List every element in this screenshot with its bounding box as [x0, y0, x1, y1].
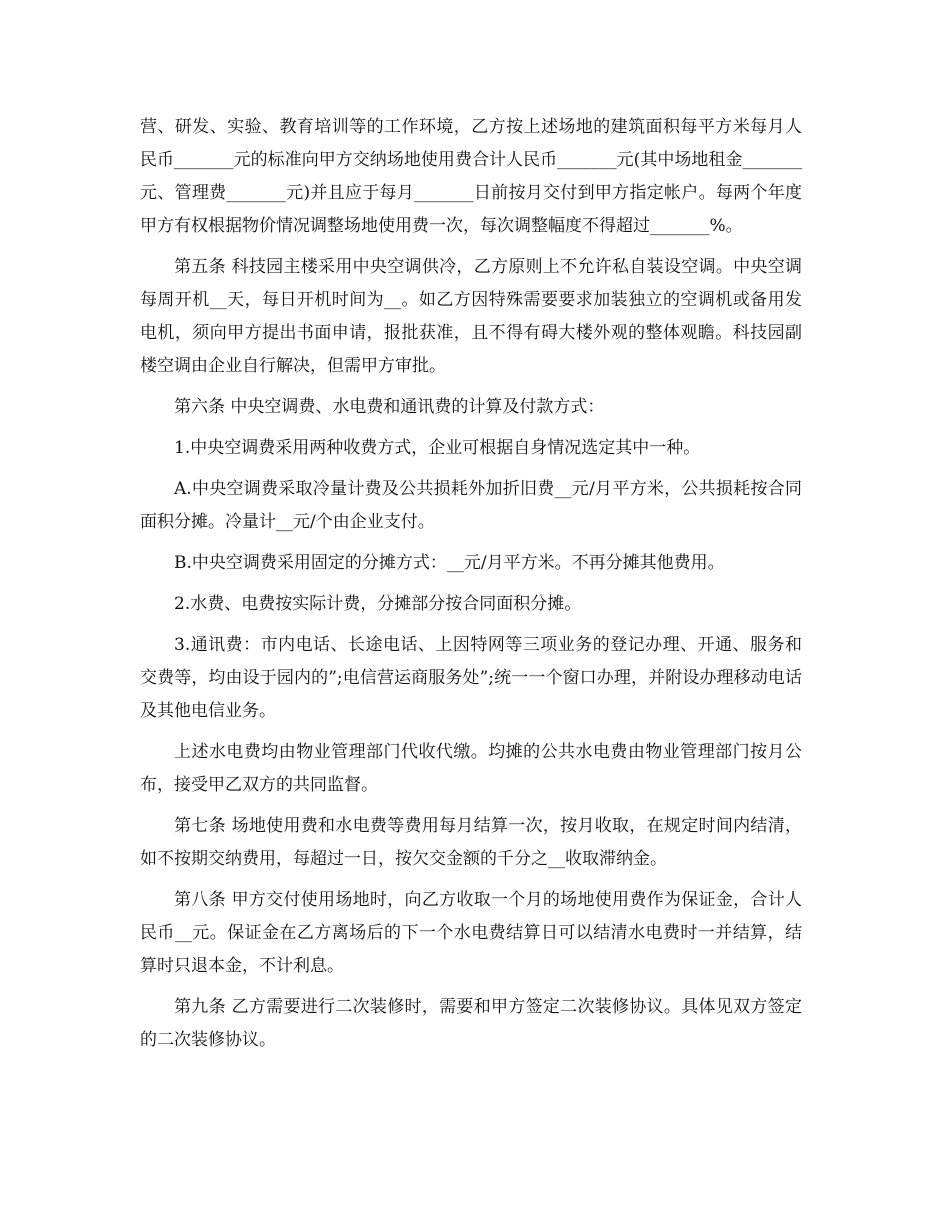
paragraph-article-9: 第九条 乙方需要进行二次装修时，需要和甲方签定二次装修协议。具体见双方签定的二次装修协议。: [140, 997, 802, 1050]
paragraph-continuation: 营、研发、实验、教育培训等的工作环境，乙方按上述场地的建筑面积每平方米每月人民币_______元的标准向甲方交纳场地使用费合计人民币_______元(其中场地租金_______元、管理费_______元)并且应于每月_______日前按月交付到甲方指定帐户。每两个年度甲方有权根据物价情况调整场地使用费一次，每次调整幅度不得超过_______%。: [140, 117, 802, 236]
paragraph-item-b: B.中央空调费采用固定的分摊方式：__元/月平方米。不再分摊其他费用。: [174, 553, 725, 573]
paragraph-article-8: 第八条 甲方交付使用场地时，向乙方收取一个月的场地使用费作为保证金，合计人民币__元。保证金在乙方离场后的下一个水电费结算日可以结清水电费时一并结算，结算时只退本金，不计利息。: [140, 890, 802, 976]
paragraph-article-5: 第五条 科技园主楼采用中央空调供冷，乙方原则上不允许私自装设空调。中央空调每周开机__天，每日开机时间为__。如乙方因特殊需要要求加装独立的空调机或备用发电机，须向甲方提出书面申请，报批获准，且不得有碍大楼外观的整体观瞻。科技园副楼空调由企业自行解决，但需甲方审批。: [140, 257, 802, 376]
paragraph-article-7: 第七条 场地使用费和水电费等费用每月结算一次，按月收取，在规定时间内结清，如不按期交纳费用，每超过一日，按欠交金额的千分之__收取滞纳金。: [140, 816, 802, 869]
paragraph-article-6: 第六条 中央空调费、水电费和通讯费的计算及付款方式：: [174, 397, 605, 417]
paragraph-item-2: 2.水费、电费按实际计费，分摊部分按合同面积分摊。: [174, 594, 582, 614]
paragraph-utilities-note: 上述水电费均由物业管理部门代收代缴。均摊的公共水电费由物业管理部门按月公布，接受甲乙双方的共同监督。: [140, 742, 802, 795]
document-body: [140, 111, 802, 1065]
paragraph-item-3: 3.通讯费：市内电话、长途电话、上因特网等三项业务的登记办理、开通、服务和交费等，均由设于园内的”;电信营运商服务处”;统一一个窗口办理，并附设办理移动电话及其他电信业务。: [140, 635, 802, 721]
paragraph-item-a: A.中央空调费采取冷量计费及公共损耗外加折旧费__元/月平方米，公共损耗按合同面积分摊。冷量计__元/个由企业支付。: [140, 479, 802, 532]
paragraph-item-1: 1.中央空调费采用两种收费方式，企业可根据自身情况选定其中一种。: [174, 438, 701, 458]
